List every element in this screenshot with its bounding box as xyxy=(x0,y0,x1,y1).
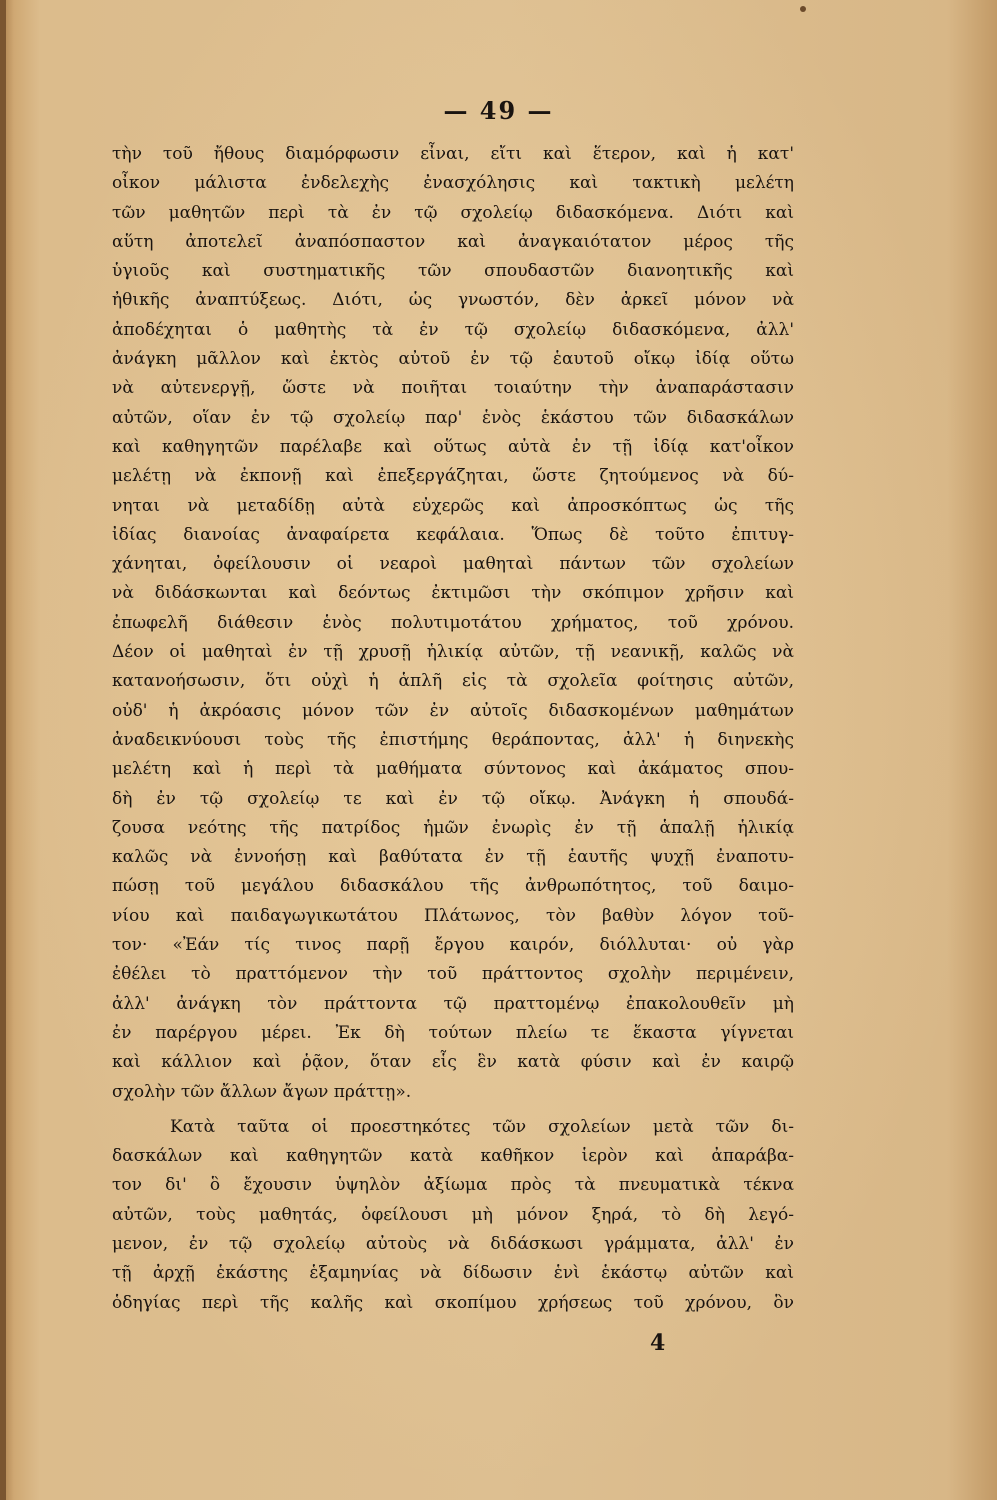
text-line: τῇ ἀρχῇ ἑκάστης ἑξαμηνίας νὰ δίδωσιν ἑνὶ ἑκάστῳ αὐτῶν καὶ xyxy=(112,1263,794,1284)
text-line: ὑγιοῦς καὶ συστηματικῆς τῶν σπουδαστῶν διανοητικῆς καὶ xyxy=(112,261,794,282)
text-line: ἀναδεικνύουσι τοὺς τῆς ἐπιστήμης θεράποντας, ἀλλ' ἡ διηνεκὴς xyxy=(112,729,794,750)
text-line: ζουσα νεότης τῆς πατρίδος ἡμῶν ἐνωρὶς ἐν τῇ ἁπαλῇ ἡλικίᾳ xyxy=(112,817,794,838)
page-number: — 49 — xyxy=(443,96,554,125)
text-line: μελέτη καὶ ἡ περὶ τὰ μαθήματα σύντονος καὶ ἀκάματος σπου- xyxy=(112,759,794,780)
page-binding-edge xyxy=(0,0,6,1500)
text-line: πώσῃ τοῦ μεγάλου διδασκάλου τῆς ἀνθρωπότητος, τοῦ δαιμο- xyxy=(112,876,794,897)
text-line: χάνηται, ὀφείλουσιν οἱ νεαροὶ μαθηταὶ πάντων τῶν σχολείων xyxy=(112,554,794,575)
text-line: τῶν μαθητῶν περὶ τὰ ἐν τῷ σχολείῳ διδασκόμενα. Διότι καὶ xyxy=(112,202,794,223)
text-line: αὐτῶν, τοὺς μαθητάς, ὀφείλουσι μὴ μόνον ξηρά, τὸ δὴ λεγό- xyxy=(112,1204,794,1225)
text-line: ἐθέλει τὸ πραττόμενον τὴν τοῦ πράττοντος σχολὴν περιμένειν, xyxy=(112,964,794,985)
text-line: νὰ αὐτενεργῇ, ὥστε νὰ ποιῆται τοιαύτην τὴν ἀναπαράστασιν xyxy=(112,378,794,399)
text-line: ἰδίας διανοίας ἀναφαίρετα κεφάλαια. Ὅπως δὲ τοῦτο ἐπιτυγ- xyxy=(112,524,794,545)
text-line: αὐτῶν, οἵαν ἐν τῷ σχολείῳ παρ' ἑνὸς ἑκάστου τῶν διδασκάλων xyxy=(112,407,794,428)
text-line: μενον, ἐν τῷ σχολείῳ αὐτοὺς νὰ διδάσκωσι γράμματα, ἀλλ' ἐν xyxy=(112,1233,794,1254)
text-line: οἶκον μάλιστα ἐνδελεχὴς ἐνασχόλησις καὶ τακτικὴ μελέτη xyxy=(112,173,794,194)
text-line: νηται νὰ μεταδίδῃ αὐτὰ εὐχερῶς καὶ ἀπροσκόπτως ὡς τῆς xyxy=(112,495,794,516)
text-line: ἐπωφελῆ διάθεσιν ἑνὸς πολυτιμοτάτου χρήματος, τοῦ χρόνου. xyxy=(112,612,794,633)
signature-mark: 4 xyxy=(650,1330,666,1356)
text-line: μελέτῃ νὰ ἐκπονῇ καὶ ἐπεξεργάζηται, ὥστε ζητούμενος νὰ δύ- xyxy=(112,466,794,487)
text-line: ἀνάγκη μᾶλλον καὶ ἐκτὸς αὐτοῦ ἐν τῷ ἑαυτοῦ οἴκῳ ἰδίᾳ οὕτω xyxy=(112,349,794,370)
paper-stain xyxy=(800,6,806,12)
text-line: οὐδ' ἡ ἀκρόασις μόνον τῶν ἐν αὐτοῖς διδασκομένων μαθημάτων xyxy=(112,700,794,721)
text-line: ὁδηγίας περὶ τῆς καλῆς καὶ σκοπίμου χρήσεως τοῦ χρόνου, ὃν xyxy=(112,1292,794,1313)
text-line: ἐν παρέργου μέρει. Ἐκ δὴ τούτων πλείω τε ἕκαστα γίγνεται xyxy=(112,1022,794,1043)
text-line: ἠθικῆς ἀναπτύξεως. Διότι, ὡς γνωστόν, δὲν ἀρκεῖ μόνον νὰ xyxy=(112,290,794,311)
text-line: δὴ ἐν τῷ σχολείῳ τε καὶ ἐν τῷ οἴκῳ. Ἀνάγκη ἡ σπουδά- xyxy=(112,788,794,809)
text-line: ἀλλ' ἀνάγκη τὸν πράττοντα τῷ πραττομένῳ ἐπακολουθεῖν μὴ xyxy=(112,993,794,1014)
text-line: νὰ διδάσκωνται καὶ δεόντως ἐκτιμῶσι τὴν σκόπιμον χρῆσιν καὶ xyxy=(112,583,794,604)
text-line: ἀποδέχηται ὁ μαθητὴς τὰ ἐν τῷ σχολείῳ διδασκόμενα, ἀλλ' xyxy=(112,319,794,340)
body-text xyxy=(112,140,794,1318)
text-line: τὴν τοῦ ἤθους διαμόρφωσιν εἶναι, εἴτι καὶ ἕτερον, καὶ ἡ κατ' xyxy=(112,144,794,164)
text-line: καλῶς νὰ ἐννοήσῃ καὶ βαθύτατα ἐν τῇ ἑαυτῆς ψυχῇ ἐναποτυ- xyxy=(112,847,794,868)
text-line: δασκάλων καὶ καθηγητῶν κατὰ καθῆκον ἱερὸν καὶ ἀπαράβα- xyxy=(112,1146,794,1167)
text-line: αὕτη ἀποτελεῖ ἀναπόσπαστον καὶ ἀναγκαιότατον μέρος τῆς xyxy=(112,231,794,252)
text-line: τον δι' ὃ ἔχουσιν ὑψηλὸν ἀξίωμα πρὸς τὰ πνευματικὰ τέκνα xyxy=(112,1175,794,1196)
text-line: νίου καὶ παιδαγωγικωτάτου Πλάτωνος, τὸν βαθὺν λόγον τοῦ- xyxy=(112,905,794,926)
text-line: καὶ καθηγητῶν παρέλαβε καὶ οὕτως αὐτὰ ἐν τῇ ἰδίᾳ κατ'οἶκον xyxy=(112,436,794,457)
text-line: Δέον οἱ μαθηταὶ ἐν τῇ χρυσῇ ἡλικίᾳ αὐτῶν, τῇ νεανικῇ, καλῶς νὰ xyxy=(112,642,794,663)
text-line: Κατὰ ταῦτα οἱ προεστηκότες τῶν σχολείων μετὰ τῶν δι- xyxy=(170,1116,794,1137)
text-line: κατανοήσωσιν, ὅτι οὐχὶ ἡ ἁπλῆ εἰς τὰ σχολεῖα φοίτησις αὐτῶν, xyxy=(112,671,794,692)
text-line: καὶ κάλλιον καὶ ῥᾷον, ὅταν εἷς ἓν κατὰ φύσιν καὶ ἐν καιρῷ xyxy=(112,1052,794,1073)
text-line: τον· «Ἐάν τίς τινος παρῇ ἔργου καιρόν, διόλλυται· οὐ γὰρ xyxy=(112,935,794,956)
text-line: σχολὴν τῶν ἄλλων ἄγων πράττῃ». xyxy=(112,1081,412,1102)
